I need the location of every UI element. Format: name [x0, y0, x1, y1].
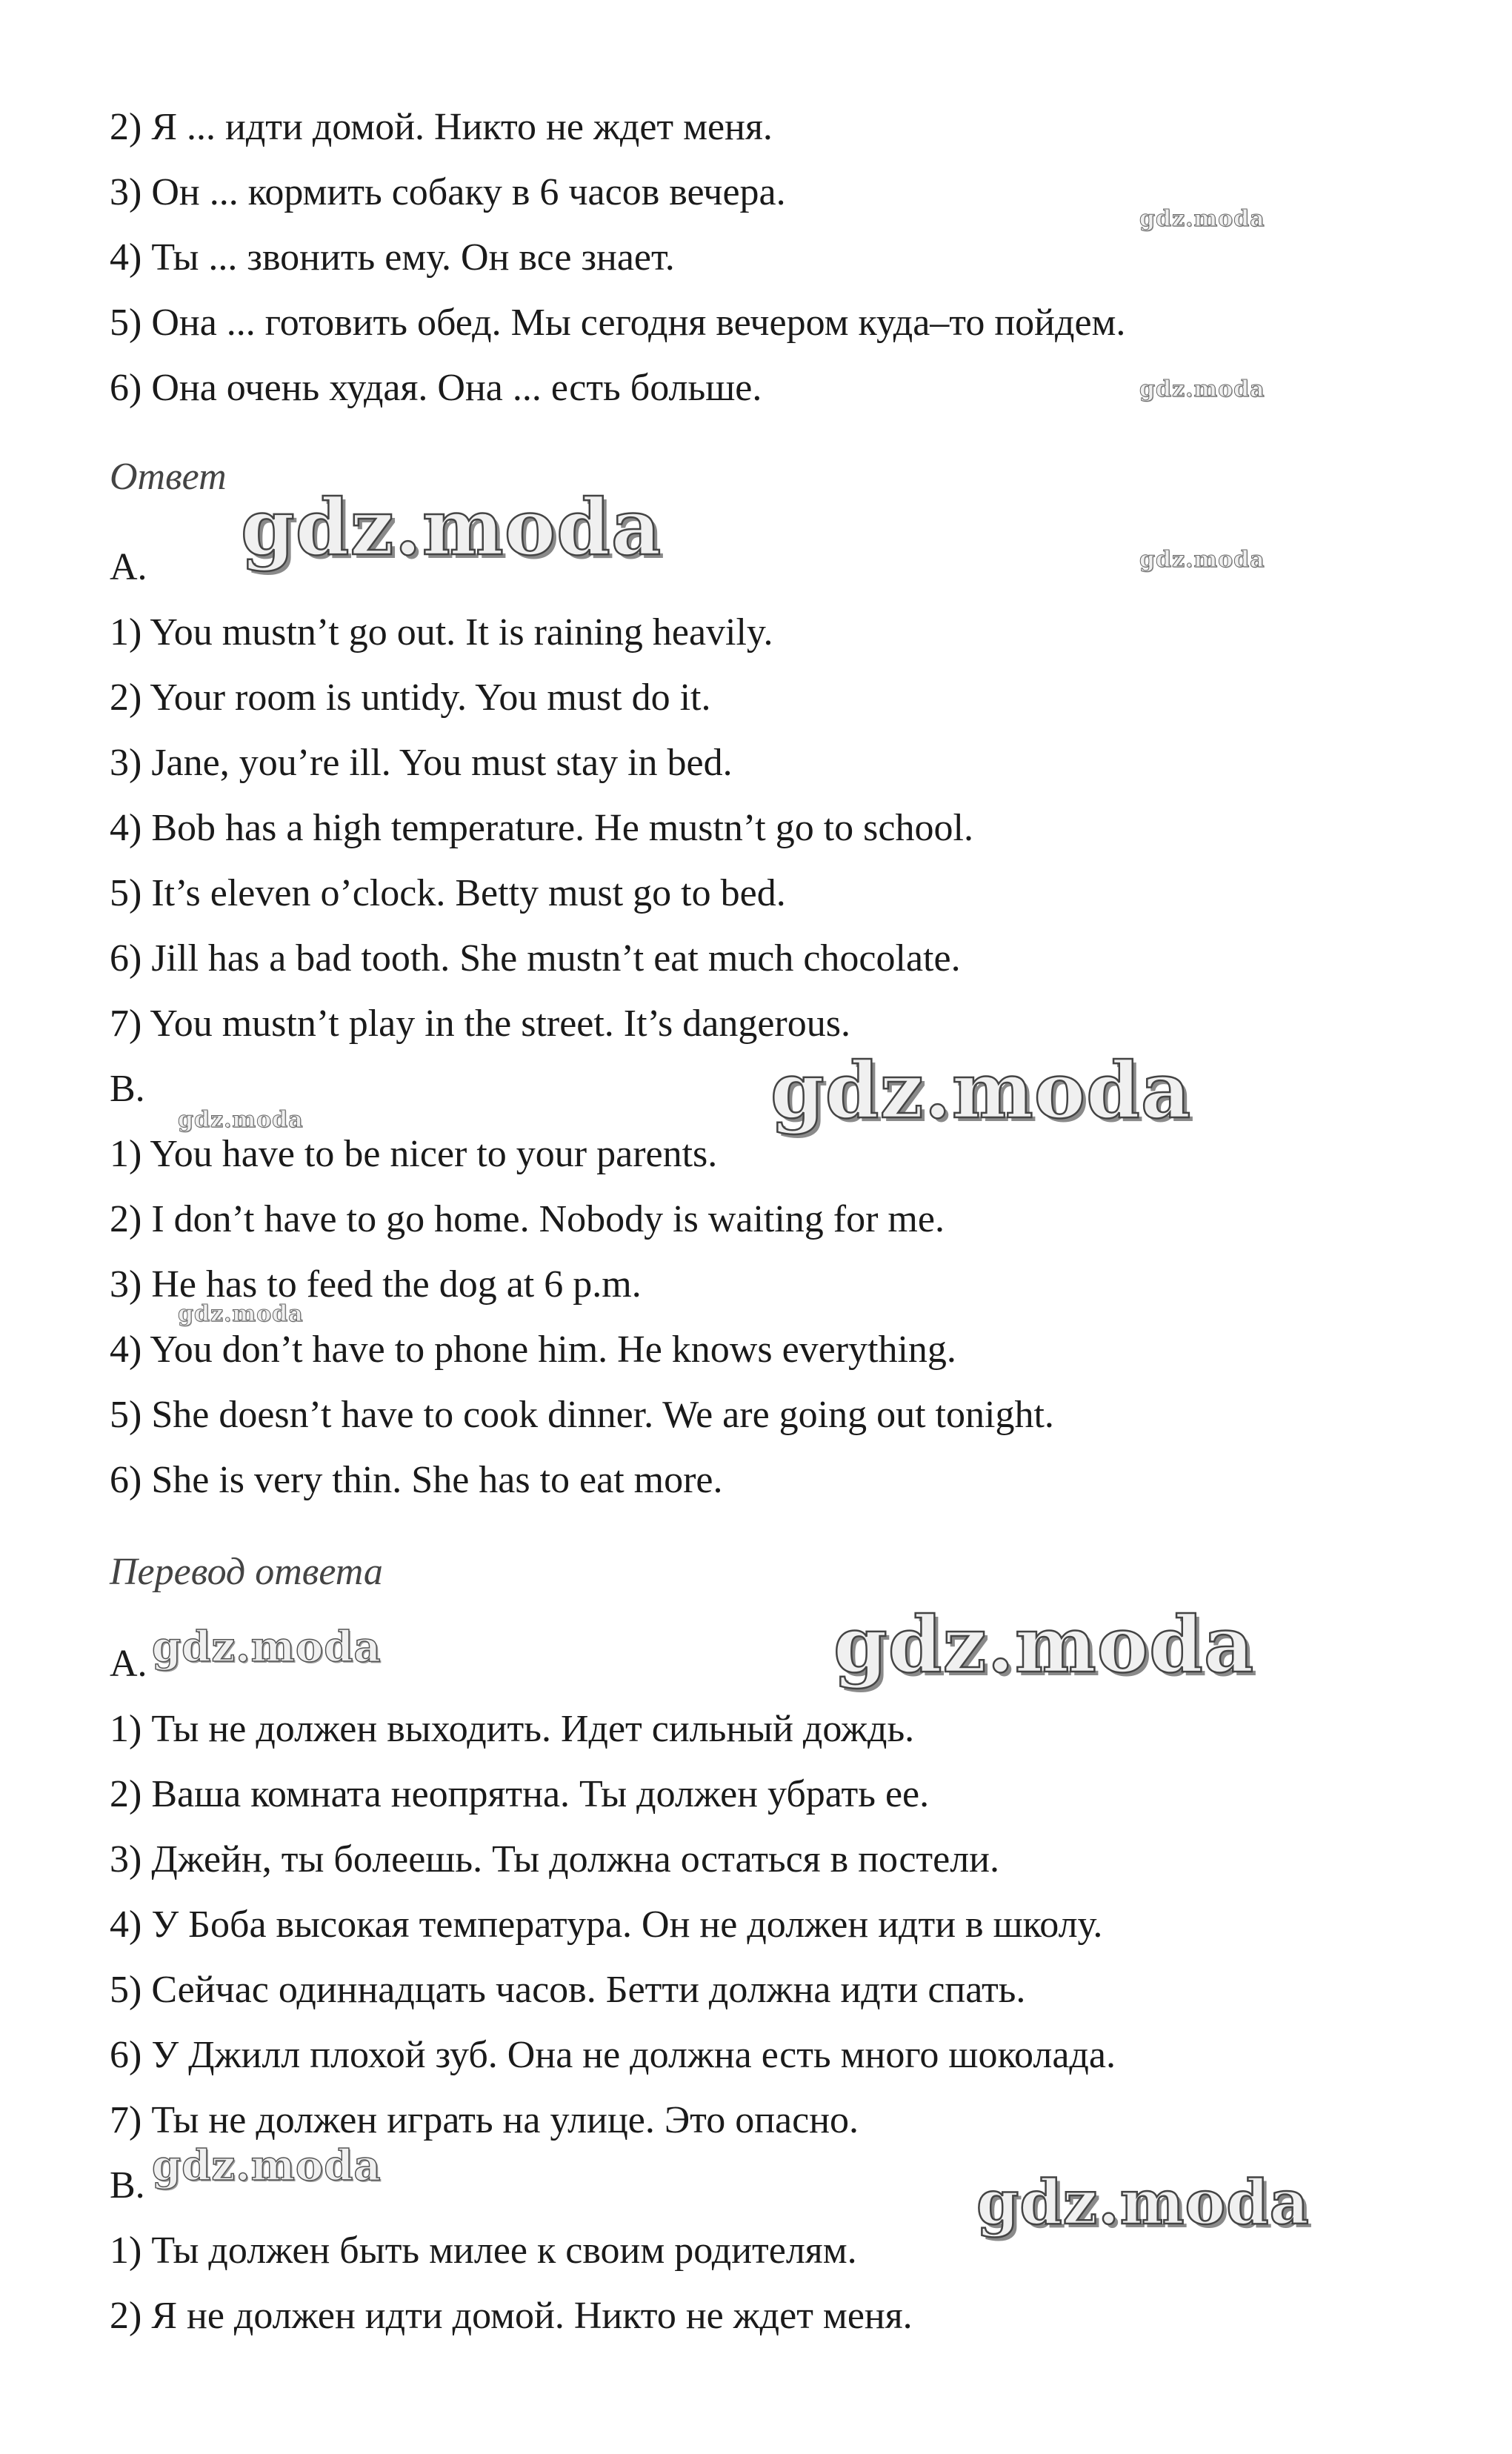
answer-a-line: 3) Jane, you’re ill. You must stay in bed. [110, 742, 733, 784]
exercise-line: 2) Я ... идти домой. Никто не ждет меня. [110, 106, 773, 148]
translation-part-a-label: A. [110, 1643, 147, 1685]
watermark-logo: gdz.moda [1139, 547, 1265, 573]
answer-b-line: 1) You have to be nicer to your parents. [110, 1133, 718, 1175]
translation-a-line: 3) Джейн, ты болеешь. Ты должна остаться в постели. [110, 1838, 999, 1881]
watermark-logo: gdz.moda [241, 482, 662, 573]
exercise-line: 5) Она ... готовить обед. Мы сегодня вечером куда–то пойдем. [110, 302, 1126, 344]
answer-b-line: 6) She is very thin. She has to eat more. [110, 1459, 723, 1501]
watermark-logo: gdz.moda [976, 2167, 1310, 2238]
answer-b-line: 5) She doesn’t have to cook dinner. We are going out tonight. [110, 1394, 1054, 1436]
exercise-line: 6) Она очень худая. Она ... есть больше. [110, 367, 762, 409]
translation-a-line: 4) У Боба высокая температура. Он не должен идти в школу. [110, 1903, 1103, 1946]
exercise-line: 4) Ты ... звонить ему. Он все знает. [110, 236, 675, 279]
answer-a-line: 2) Your room is untidy. You must do it. [110, 676, 711, 719]
watermark-logo: gdz.moda [152, 2141, 382, 2190]
translation-a-line: 2) Ваша комната неопрятна. Ты должен убрать ее. [110, 1773, 930, 1815]
translation-a-line: 7) Ты не должен играть на улице. Это опасно. [110, 2099, 859, 2141]
answer-heading: Ответ [110, 456, 227, 498]
answer-a-line: 1) You mustn’t go out. It is raining heavily. [110, 611, 773, 654]
answer-b-line: 3) He has to feed the dog at 6 p.m. [110, 1263, 642, 1306]
watermark-logo: gdz.moda [178, 1301, 304, 1327]
answer-part-a-label: A. [110, 546, 147, 588]
translation-part-b-label: B. [110, 2164, 145, 2207]
watermark-logo: gdz.moda [833, 1599, 1255, 1690]
watermark-logo: gdz.moda [770, 1045, 1192, 1136]
answer-a-line: 6) Jill has a bad tooth. She mustn’t eat much chocolate. [110, 937, 961, 980]
translation-b-line: 1) Ты должен быть милее к своим родителям. [110, 2229, 857, 2272]
translation-a-line: 6) У Джилл плохой зуб. Она не должна есть много шоколада. [110, 2034, 1116, 2076]
answer-b-line: 4) You don’t have to phone him. He knows everything. [110, 1329, 956, 1371]
answer-a-line: 4) Bob has a high temperature. He mustn’t go to school. [110, 807, 973, 849]
answer-a-line: 7) You mustn’t play in the street. It’s dangerous. [110, 1002, 850, 1045]
watermark-logo: gdz.moda [178, 1107, 304, 1133]
translation-heading: Перевод ответа [110, 1551, 383, 1593]
watermark-logo: gdz.moda [1139, 206, 1265, 232]
answer-part-b-label: B. [110, 1068, 145, 1110]
watermark-logo: gdz.moda [1139, 376, 1265, 402]
translation-a-line: 1) Ты не должен выходить. Идет сильный дождь. [110, 1708, 915, 1750]
watermark-logo: gdz.moda [152, 1623, 382, 1672]
exercise-line: 3) Он ... кормить собаку в 6 часов вечера. [110, 171, 786, 213]
answer-a-line: 5) It’s eleven o’clock. Betty must go to bed. [110, 872, 786, 914]
answer-b-line: 2) I don’t have to go home. Nobody is waiting for me. [110, 1198, 945, 1240]
translation-a-line: 5) Сейчас одиннадцать часов. Бетти должна идти спать. [110, 1969, 1026, 2011]
translation-b-line: 2) Я не должен идти домой. Никто не ждет меня. [110, 2295, 913, 2337]
